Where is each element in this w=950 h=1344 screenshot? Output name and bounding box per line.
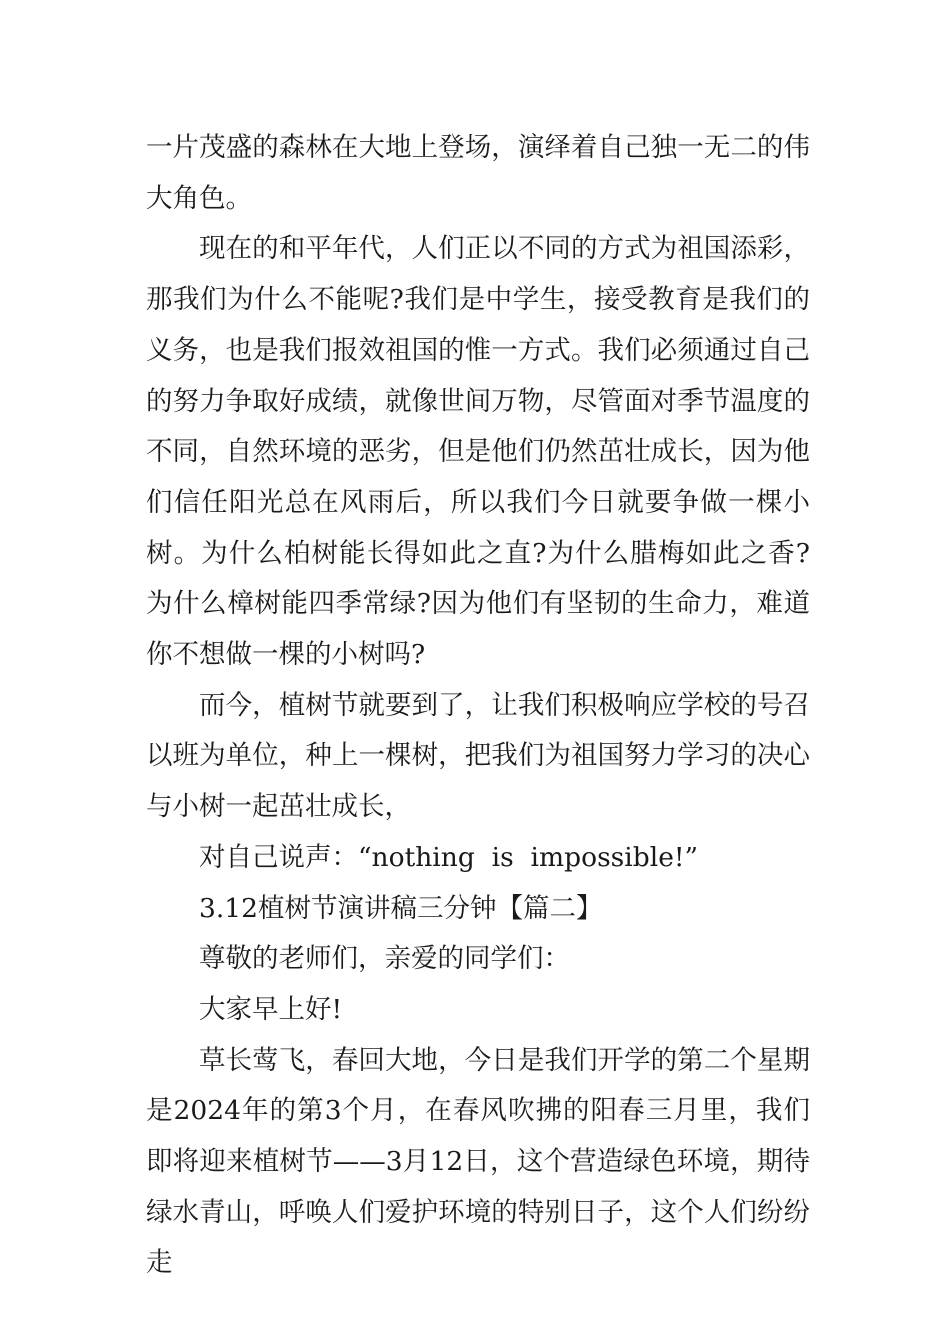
paragraph-salutation: 尊敬的老师们，亲爱的同学们：	[199, 943, 570, 975]
paragraph-spring: 草长莺飞，春回大地，今日是我们开学的第二个星期是2024年的第3个月，在春风吹拂的阳春三月里，我们即将迎来植树节——3月12日，这个营造绿色环境，期待绿水青山，呼唤人们爱护环境的特别日子，这个人们纷纷走	[146, 1044, 810, 1279]
paragraph-arbor-day-call: 而今，植树节就要到了，让我们积极响应学校的号召以班为单位，种上一棵树，把我们为祖国努力学习的决心与小树一起茁壮成长，	[146, 689, 810, 823]
paragraph-continuation: 一片茂盛的森林在大地上登场，演绎着自己独一无二的伟大角色。	[146, 132, 810, 214]
section-heading-part-two: 3.12植树节演讲稿三分钟【篇二】	[199, 892, 603, 924]
paragraph-nothing-impossible: 对自己说声：“nothing is impossible!”	[199, 841, 699, 873]
paragraph-greeting: 大家早上好!	[199, 993, 343, 1025]
paragraph-peace-era: 现在的和平年代，人们正以不同的方式为祖国添彩，那我们为什么不能呢?我们是中学生，接受教育是我们的义务，也是我们报效祖国的惟一方式。我们必须通过自己的努力争取好成绩，就像世间万物，尽管面对季节温度的不同，自然环境的恶劣，但是他们仍然茁壮成长，因为他们信任阳光总在风雨后，所以我们今日就要争做一棵小树。为什么柏树能长得如此之直?为什么腊梅如此之香?为什么樟树能四季常绿?因为他们有坚韧的生命力，难道你不想做一棵的小树吗?	[146, 233, 810, 671]
document-page	[146, 123, 810, 1289]
